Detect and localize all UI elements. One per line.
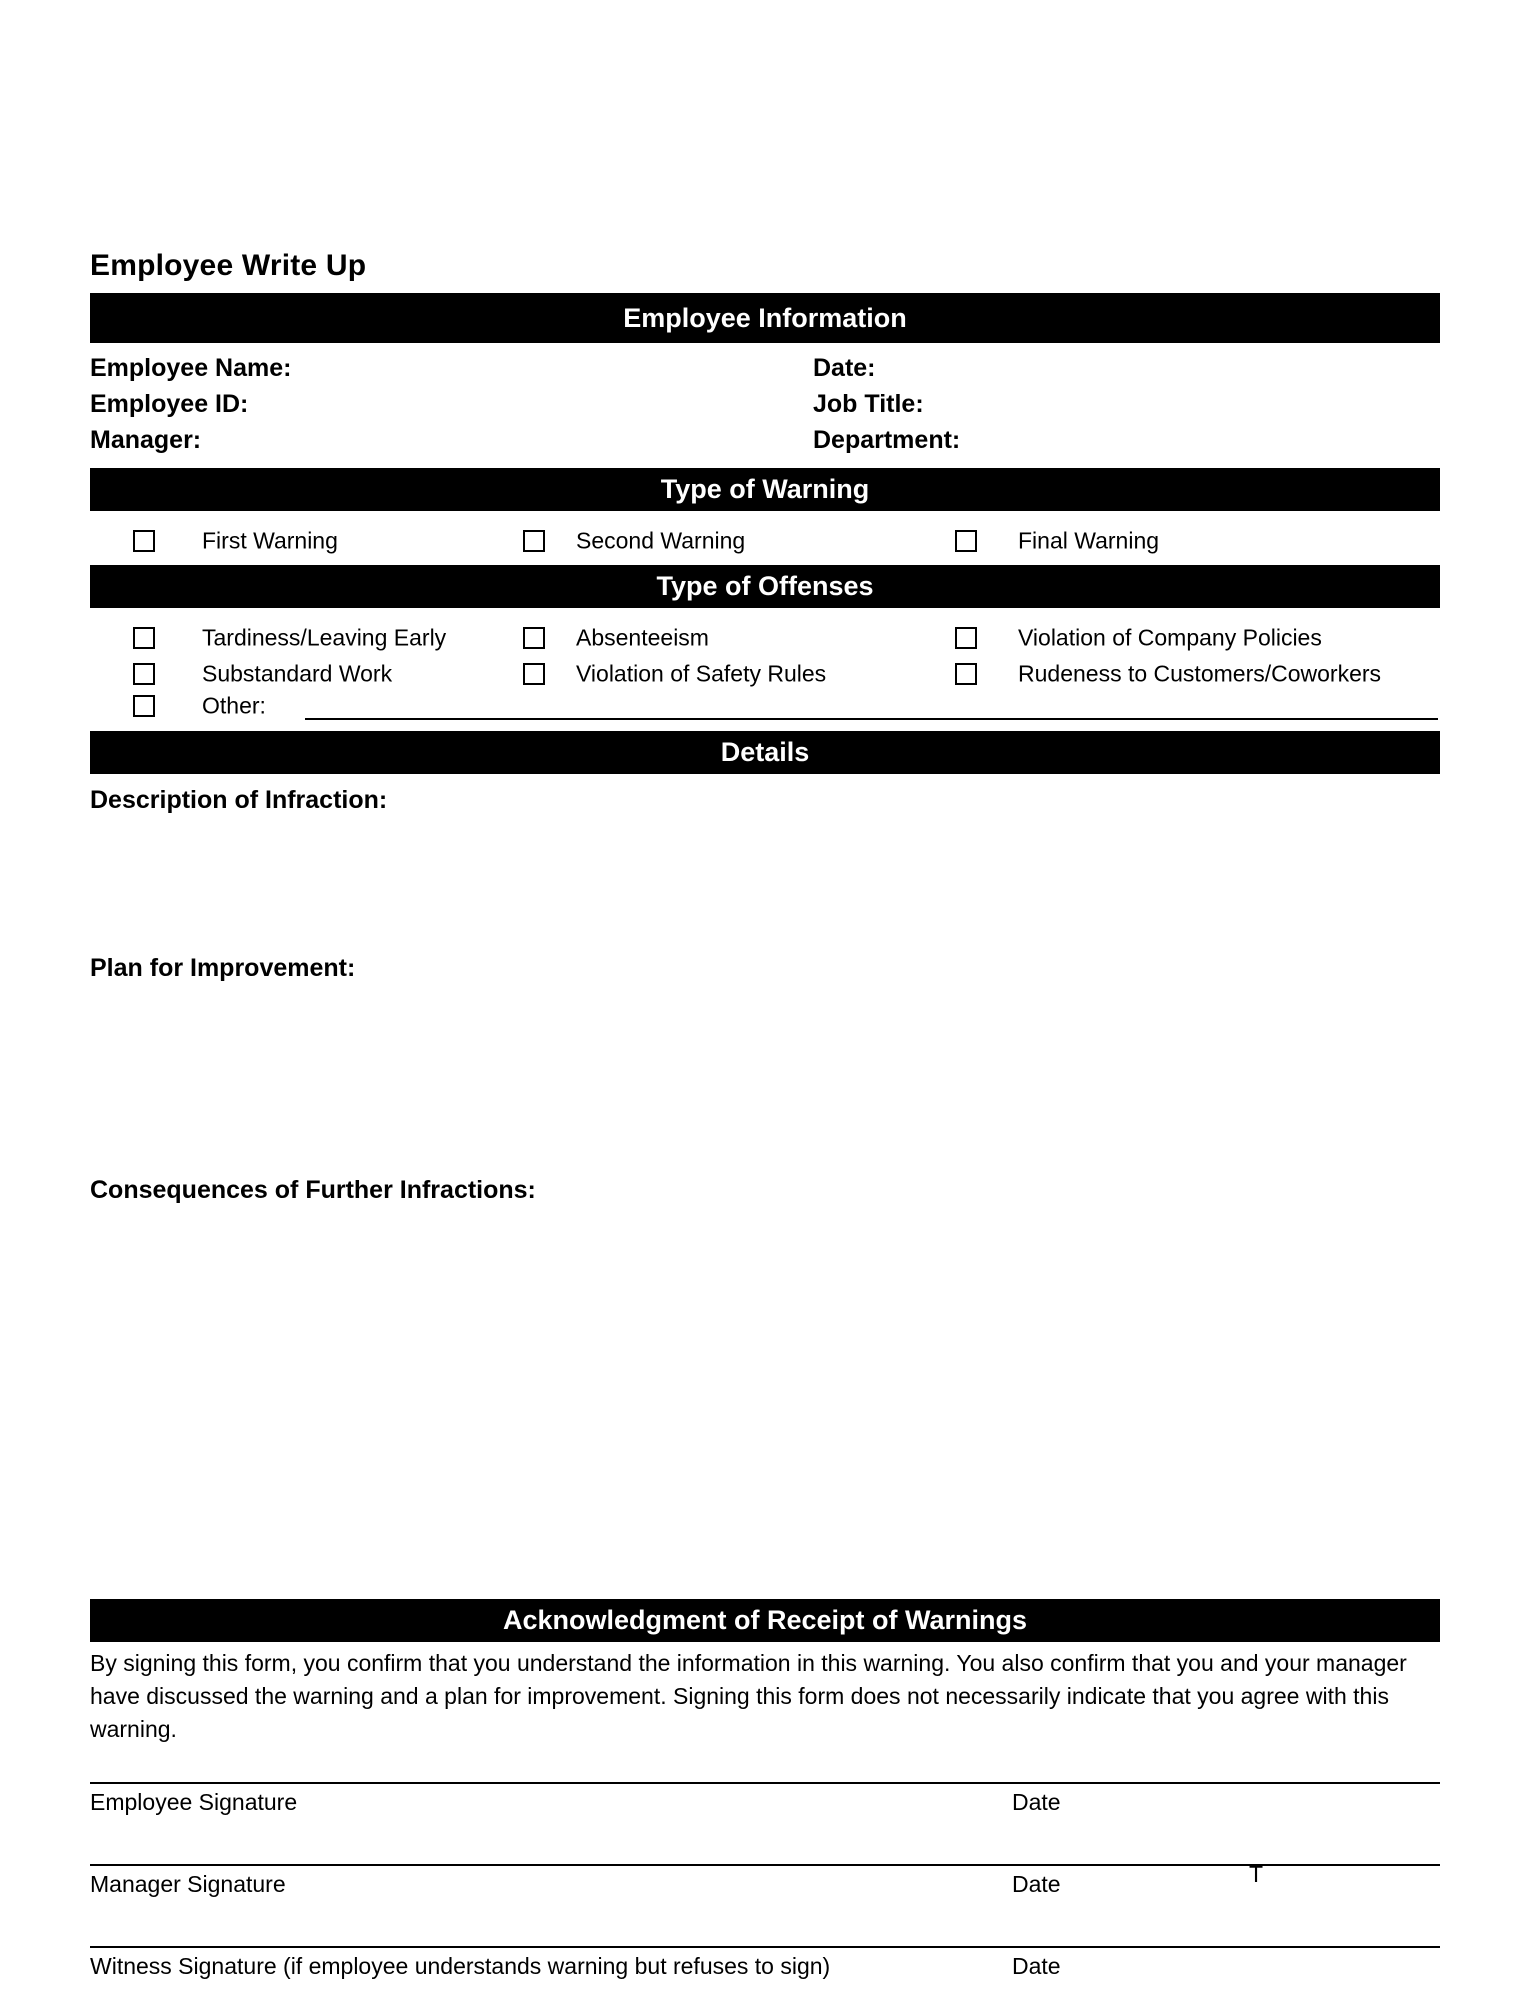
field-label-manager: Manager: <box>90 426 202 454</box>
stray-footer-character: T <box>1249 1861 1264 1887</box>
tardiness-label: Tardiness/Leaving Early <box>202 624 447 651</box>
employee-signature-row <box>90 1782 1440 1864</box>
substandard-work-checkbox[interactable] <box>133 663 155 685</box>
offenses-row-1 <box>90 620 1440 656</box>
second-warning-checkbox[interactable] <box>523 530 545 552</box>
page-title: Employee Write Up <box>90 249 367 282</box>
violation-company-policies-label: Violation of Company Policies <box>1018 624 1322 651</box>
field-label-job-title: Job Title: <box>813 390 924 418</box>
plan-for-improvement-label: Plan for Improvement: <box>90 954 356 982</box>
description-of-infraction-area[interactable] <box>90 813 1440 955</box>
section-header-type-of-offenses: Type of Offenses <box>90 565 1440 608</box>
other-offense-input-line[interactable] <box>305 718 1438 720</box>
plan-for-improvement-area[interactable] <box>90 981 1440 1177</box>
form-content <box>90 0 1440 2006</box>
description-of-infraction-label: Description of Infraction: <box>90 786 388 814</box>
field-label-date: Date: <box>813 354 876 382</box>
violation-safety-rules-checkbox[interactable] <box>523 663 545 685</box>
consequences-area[interactable] <box>90 1203 1440 1401</box>
employee-information-grid <box>90 350 1440 458</box>
warning-options-row <box>90 523 1440 559</box>
rudeness-checkbox[interactable] <box>955 663 977 685</box>
section-header-acknowledgment: Acknowledgment of Receipt of Warnings <box>90 1599 1440 1642</box>
witness-signature-row <box>90 1946 1440 2006</box>
manager-signature-date-label: Date <box>1012 1871 1061 1897</box>
first-warning-checkbox[interactable] <box>133 530 155 552</box>
final-warning-label: Final Warning <box>1018 527 1160 554</box>
manager-signature-label: Manager Signature <box>90 1871 286 1897</box>
field-label-employee-id: Employee ID: <box>90 390 249 418</box>
manager-signature-row <box>90 1864 1440 1946</box>
substandard-work-label: Substandard Work <box>202 660 393 687</box>
employee-signature-label: Employee Signature <box>90 1789 298 1815</box>
witness-signature-date-label: Date <box>1012 1953 1061 1979</box>
other-offense-checkbox[interactable] <box>133 695 155 717</box>
field-label-employee-name: Employee Name: <box>90 354 292 382</box>
employee-signature-date-label: Date <box>1012 1789 1061 1815</box>
first-warning-label: First Warning <box>202 527 338 554</box>
section-header-type-of-warning: Type of Warning <box>90 468 1440 511</box>
section-header-employee-information: Employee Information <box>90 293 1440 343</box>
second-warning-label: Second Warning <box>576 527 746 554</box>
offenses-row-2 <box>90 656 1440 692</box>
final-warning-checkbox[interactable] <box>955 530 977 552</box>
tardiness-checkbox[interactable] <box>133 627 155 649</box>
other-offense-label: Other: <box>202 692 266 719</box>
violation-safety-rules-label: Violation of Safety Rules <box>576 660 827 687</box>
absenteeism-label: Absenteeism <box>576 624 709 651</box>
section-header-details: Details <box>90 731 1440 774</box>
witness-signature-label: Witness Signature (if employee understands warning but refuses to sign) <box>90 1953 831 1979</box>
field-label-department: Department: <box>813 426 961 454</box>
rudeness-label: Rudeness to Customers/Coworkers <box>1018 660 1382 687</box>
violation-company-policies-checkbox[interactable] <box>955 627 977 649</box>
acknowledgment-text: By signing this form, you confirm that you understand the information in this warning. You also confirm that you and your manager have discussed the warning and a plan for improvement. Signing this form does not necessarily indicate that you agree with this warning. <box>90 1650 1407 1742</box>
offenses-row-other <box>90 692 1440 720</box>
absenteeism-checkbox[interactable] <box>523 627 545 649</box>
consequences-label: Consequences of Further Infractions: <box>90 1176 536 1204</box>
